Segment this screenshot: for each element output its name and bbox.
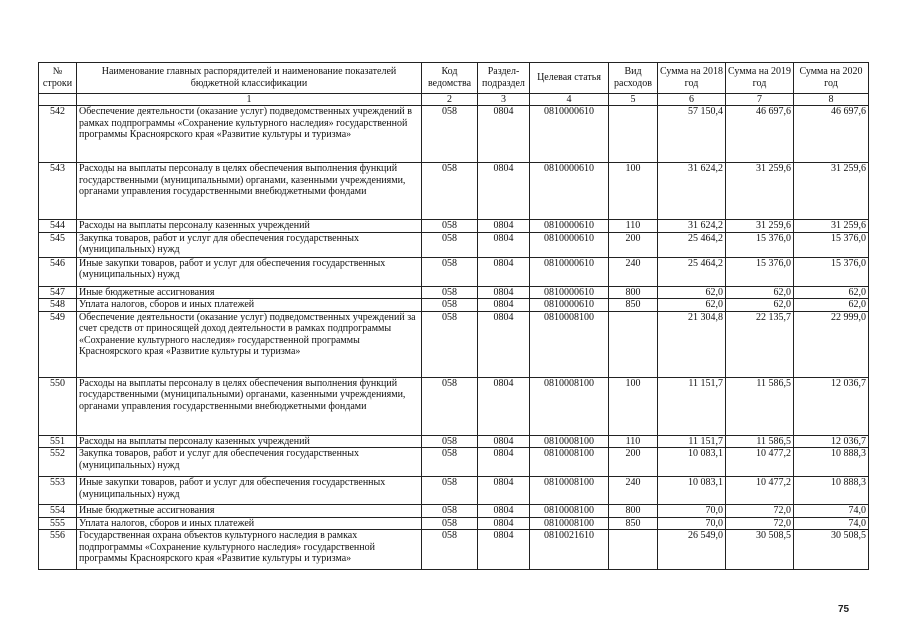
row-target: 0810008100 xyxy=(530,435,609,448)
row-name: Обеспечение деятельности (оказание услуг) подведомственных учреждений в рамках подпрограммы «Сохранение культурного наследия» государственной программы Красноярского края «Развитие культуры и туризма» xyxy=(77,106,422,163)
row-name: Иные бюджетные ассигнования xyxy=(77,505,422,518)
row-sum-2018: 57 150,4 xyxy=(658,106,726,163)
row-section: 0804 xyxy=(478,232,530,257)
row-name: Иные закупки товаров, работ и услуг для обеспечения государственных (муниципальных) нужд xyxy=(77,257,422,286)
row-type: 110 xyxy=(609,435,658,448)
row-number: 552 xyxy=(39,448,77,477)
row-type xyxy=(609,106,658,163)
row-type: 200 xyxy=(609,232,658,257)
row-sum-2019: 46 697,6 xyxy=(726,106,794,163)
row-section: 0804 xyxy=(478,220,530,233)
column-number xyxy=(39,94,77,106)
row-section: 0804 xyxy=(478,163,530,220)
row-number: 547 xyxy=(39,286,77,299)
row-number: 551 xyxy=(39,435,77,448)
row-sum-2019: 31 259,6 xyxy=(726,163,794,220)
row-sum-2018: 62,0 xyxy=(658,286,726,299)
row-name: Иные закупки товаров, работ и услуг для обеспечения государственных (муниципальных) нужд xyxy=(77,477,422,505)
row-sum-2019: 62,0 xyxy=(726,286,794,299)
row-number: 542 xyxy=(39,106,77,163)
row-sum-2020: 74,0 xyxy=(794,517,869,530)
row-target: 0810021610 xyxy=(530,530,609,570)
row-type: 240 xyxy=(609,477,658,505)
row-sum-2019: 22 135,7 xyxy=(726,311,794,377)
row-number: 543 xyxy=(39,163,77,220)
row-number: 545 xyxy=(39,232,77,257)
row-sum-2018: 31 624,2 xyxy=(658,220,726,233)
row-dept: 058 xyxy=(422,163,478,220)
row-name: Расходы на выплаты персоналу казенных учреждений xyxy=(77,435,422,448)
table-row xyxy=(39,106,869,163)
row-sum-2019: 30 508,5 xyxy=(726,530,794,570)
column-number: 7 xyxy=(726,94,794,106)
row-dept: 058 xyxy=(422,286,478,299)
header-row-number: № строки xyxy=(39,63,77,94)
header-sum-2020: Сумма на 2020 год xyxy=(794,63,869,94)
row-sum-2018: 26 549,0 xyxy=(658,530,726,570)
row-section: 0804 xyxy=(478,530,530,570)
row-number: 555 xyxy=(39,517,77,530)
header-sum-2018: Сумма на 2018 год xyxy=(658,63,726,94)
row-sum-2018: 11 151,7 xyxy=(658,377,726,435)
row-sum-2019: 31 259,6 xyxy=(726,220,794,233)
column-number: 4 xyxy=(530,94,609,106)
row-type: 850 xyxy=(609,299,658,312)
row-section: 0804 xyxy=(478,286,530,299)
row-name: Иные бюджетные ассигнования xyxy=(77,286,422,299)
column-number-row xyxy=(39,94,869,106)
row-dept: 058 xyxy=(422,505,478,518)
row-sum-2020: 74,0 xyxy=(794,505,869,518)
row-section: 0804 xyxy=(478,517,530,530)
row-sum-2018: 62,0 xyxy=(658,299,726,312)
header-dept-code: Код ведомства xyxy=(422,63,478,94)
column-number: 1 xyxy=(77,94,422,106)
table-row xyxy=(39,505,869,518)
row-name: Закупка товаров, работ и услуг для обеспечения государственных (муниципальных) нужд xyxy=(77,232,422,257)
row-sum-2018: 70,0 xyxy=(658,517,726,530)
row-sum-2020: 12 036,7 xyxy=(794,435,869,448)
row-sum-2019: 11 586,5 xyxy=(726,435,794,448)
row-number: 549 xyxy=(39,311,77,377)
row-name: Расходы на выплаты персоналу казенных учреждений xyxy=(77,220,422,233)
row-target: 0810008100 xyxy=(530,477,609,505)
row-sum-2019: 72,0 xyxy=(726,505,794,518)
row-target: 0810000610 xyxy=(530,163,609,220)
row-section: 0804 xyxy=(478,299,530,312)
header-section: Раздел-подраздел xyxy=(478,63,530,94)
row-sum-2019: 15 376,0 xyxy=(726,257,794,286)
row-sum-2020: 31 259,6 xyxy=(794,220,869,233)
row-target: 0810008100 xyxy=(530,505,609,518)
row-sum-2018: 25 464,2 xyxy=(658,257,726,286)
row-number: 546 xyxy=(39,257,77,286)
row-target: 0810008100 xyxy=(530,311,609,377)
column-number: 3 xyxy=(478,94,530,106)
row-dept: 058 xyxy=(422,517,478,530)
row-sum-2019: 11 586,5 xyxy=(726,377,794,435)
table-row xyxy=(39,477,869,505)
row-sum-2020: 10 888,3 xyxy=(794,448,869,477)
row-number: 548 xyxy=(39,299,77,312)
row-type: 800 xyxy=(609,505,658,518)
row-section: 0804 xyxy=(478,448,530,477)
row-dept: 058 xyxy=(422,448,478,477)
row-number: 554 xyxy=(39,505,77,518)
row-dept: 058 xyxy=(422,377,478,435)
column-number: 6 xyxy=(658,94,726,106)
table-row xyxy=(39,435,869,448)
row-number: 544 xyxy=(39,220,77,233)
row-name: Государственная охрана объектов культурного наследия в рамках подпрограммы «Сохранение культурного наследия» государственной программы Красноярского края «Развитие культуры и туризма» xyxy=(77,530,422,570)
row-section: 0804 xyxy=(478,257,530,286)
table-row xyxy=(39,377,869,435)
row-dept: 058 xyxy=(422,299,478,312)
table-row xyxy=(39,232,869,257)
row-type xyxy=(609,311,658,377)
row-name: Расходы на выплаты персоналу в целях обеспечения выполнения функций государственными (муниципальными) органами, казенными учреждениями, органами управления государственными внебюджетными фондами xyxy=(77,377,422,435)
row-type: 850 xyxy=(609,517,658,530)
page-number: 75 xyxy=(838,604,850,615)
row-sum-2020: 22 999,0 xyxy=(794,311,869,377)
row-sum-2018: 11 151,7 xyxy=(658,435,726,448)
row-sum-2020: 30 508,5 xyxy=(794,530,869,570)
header-row xyxy=(39,63,869,94)
row-sum-2020: 10 888,3 xyxy=(794,477,869,505)
row-sum-2019: 72,0 xyxy=(726,517,794,530)
table-row xyxy=(39,311,869,377)
row-sum-2019: 15 376,0 xyxy=(726,232,794,257)
row-sum-2020: 62,0 xyxy=(794,286,869,299)
row-target: 0810000610 xyxy=(530,232,609,257)
row-sum-2018: 25 464,2 xyxy=(658,232,726,257)
row-target: 0810000610 xyxy=(530,286,609,299)
header-expense-type: Вид расходов xyxy=(609,63,658,94)
row-sum-2018: 31 624,2 xyxy=(658,163,726,220)
budget-table xyxy=(38,62,869,570)
row-type: 240 xyxy=(609,257,658,286)
header-sum-2019: Сумма на 2019 год xyxy=(726,63,794,94)
row-sum-2020: 62,0 xyxy=(794,299,869,312)
row-section: 0804 xyxy=(478,377,530,435)
row-sum-2019: 10 477,2 xyxy=(726,477,794,505)
row-target: 0810000610 xyxy=(530,257,609,286)
row-sum-2020: 46 697,6 xyxy=(794,106,869,163)
row-type xyxy=(609,530,658,570)
row-sum-2020: 15 376,0 xyxy=(794,257,869,286)
table-row xyxy=(39,220,869,233)
row-dept: 058 xyxy=(422,435,478,448)
row-section: 0804 xyxy=(478,505,530,518)
row-dept: 058 xyxy=(422,530,478,570)
row-section: 0804 xyxy=(478,477,530,505)
row-section: 0804 xyxy=(478,435,530,448)
row-type: 200 xyxy=(609,448,658,477)
row-target: 0810000610 xyxy=(530,220,609,233)
table-row xyxy=(39,286,869,299)
row-sum-2018: 21 304,8 xyxy=(658,311,726,377)
column-number: 8 xyxy=(794,94,869,106)
row-target: 0810000610 xyxy=(530,299,609,312)
row-name: Уплата налогов, сборов и иных платежей xyxy=(77,517,422,530)
row-sum-2018: 10 083,1 xyxy=(658,448,726,477)
row-sum-2020: 12 036,7 xyxy=(794,377,869,435)
row-section: 0804 xyxy=(478,106,530,163)
row-name: Расходы на выплаты персоналу в целях обеспечения выполнения функций государственными (муниципальными) органами, казенными учреждениями, органами управления государственными внебюджетными фондами xyxy=(77,163,422,220)
row-sum-2020: 15 376,0 xyxy=(794,232,869,257)
row-type: 800 xyxy=(609,286,658,299)
table-row xyxy=(39,163,869,220)
row-sum-2018: 10 083,1 xyxy=(658,477,726,505)
row-dept: 058 xyxy=(422,220,478,233)
row-sum-2019: 10 477,2 xyxy=(726,448,794,477)
row-target: 0810000610 xyxy=(530,106,609,163)
row-dept: 058 xyxy=(422,257,478,286)
header-target: Целевая статья xyxy=(530,63,609,94)
column-number: 2 xyxy=(422,94,478,106)
row-name: Уплата налогов, сборов и иных платежей xyxy=(77,299,422,312)
row-number: 550 xyxy=(39,377,77,435)
column-number: 5 xyxy=(609,94,658,106)
row-sum-2020: 31 259,6 xyxy=(794,163,869,220)
row-target: 0810008100 xyxy=(530,377,609,435)
table-row xyxy=(39,257,869,286)
row-target: 0810008100 xyxy=(530,448,609,477)
row-name: Закупка товаров, работ и услуг для обеспечения государственных (муниципальных) нужд xyxy=(77,448,422,477)
row-type: 100 xyxy=(609,163,658,220)
row-section: 0804 xyxy=(478,311,530,377)
row-type: 100 xyxy=(609,377,658,435)
row-target: 0810008100 xyxy=(530,517,609,530)
table-row xyxy=(39,448,869,477)
row-number: 556 xyxy=(39,530,77,570)
table-row xyxy=(39,530,869,570)
row-type: 110 xyxy=(609,220,658,233)
table-row xyxy=(39,299,869,312)
row-name: Обеспечение деятельности (оказание услуг) подведомственных учреждений за счет средств от приносящей доход деятельности в рамках подпрограммы «Сохранение культурного наследия» государственной программы Красноярского края «Развитие культуры и туризма» xyxy=(77,311,422,377)
row-sum-2019: 62,0 xyxy=(726,299,794,312)
row-number: 553 xyxy=(39,477,77,505)
row-dept: 058 xyxy=(422,232,478,257)
row-sum-2018: 70,0 xyxy=(658,505,726,518)
header-name: Наименование главных распорядителей и наименование показателей бюджетной классификации xyxy=(77,63,422,94)
row-dept: 058 xyxy=(422,106,478,163)
row-dept: 058 xyxy=(422,477,478,505)
row-dept: 058 xyxy=(422,311,478,377)
table-row xyxy=(39,517,869,530)
